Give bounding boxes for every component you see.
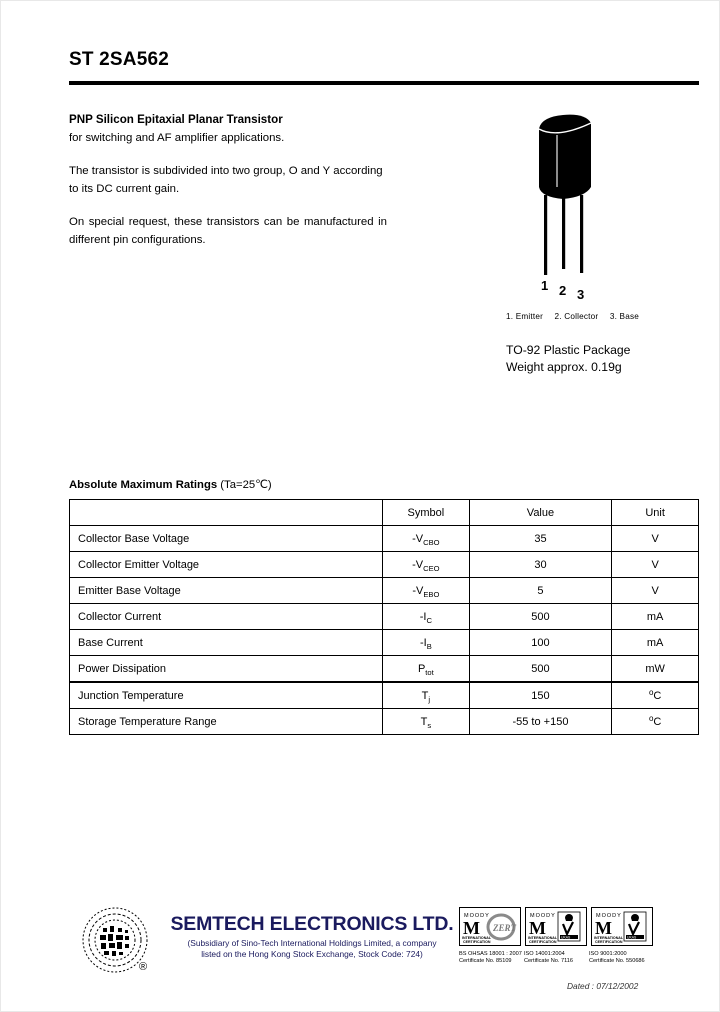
rating-parameter: Base Current bbox=[70, 630, 383, 656]
table-row bbox=[70, 604, 699, 630]
rating-value: 500 bbox=[469, 656, 612, 683]
certification-badge bbox=[591, 907, 653, 946]
company-subtitle-line2: listed on the Hong Kong Stock Exchange, Stock Code: 724) bbox=[201, 949, 423, 959]
rating-value: 35 bbox=[469, 526, 612, 552]
svg-text:1: 1 bbox=[541, 278, 549, 293]
table-row bbox=[70, 526, 699, 552]
description-paragraph-3: On special request, these transistors can be manufactured in different pin configurations. bbox=[69, 216, 387, 246]
certification-caption bbox=[589, 951, 645, 965]
certification-badge bbox=[525, 907, 587, 946]
table-row bbox=[70, 578, 699, 604]
moody-logo-icon bbox=[592, 908, 652, 945]
certification-caption bbox=[524, 951, 573, 965]
moody-logo-icon bbox=[460, 908, 520, 945]
svg-text:3: 3 bbox=[577, 287, 585, 299]
rating-parameter: Emitter Base Voltage bbox=[70, 578, 383, 604]
rating-symbol: $T_s$ bbox=[383, 709, 470, 735]
ratings-caption-condition: (Ta=25℃) bbox=[220, 479, 272, 491]
certification-number: Certificate No. 550686 bbox=[589, 958, 645, 964]
rating-parameter: Junction Temperature bbox=[70, 682, 383, 709]
svg-text:UKAS: UKAS bbox=[561, 935, 571, 940]
rating-value: 100 bbox=[469, 630, 612, 656]
column-header-symbol: Symbol bbox=[383, 500, 470, 526]
document-date: Dated : 07/12/2002 bbox=[567, 981, 639, 991]
rating-unit: mA bbox=[612, 604, 699, 630]
company-subtitle bbox=[167, 938, 457, 960]
rating-parameter: Storage Temperature Range bbox=[70, 709, 383, 735]
pin-legend-1: 1. Emitter bbox=[506, 312, 544, 321]
certification-standard: ISO 14001:2004 bbox=[524, 951, 565, 957]
rating-symbol: $-V_{EBO}$ bbox=[383, 578, 470, 604]
absolute-maximum-ratings-table bbox=[69, 499, 699, 735]
pin-legend-3: 3. Base bbox=[609, 312, 639, 321]
svg-text:®: ® bbox=[139, 961, 148, 973]
rating-symbol: $P_{tot}$ bbox=[383, 656, 470, 683]
to92-icon bbox=[495, 109, 675, 299]
package-weight: Weight approx. 0.19g bbox=[506, 360, 622, 374]
rating-unit: V bbox=[612, 552, 699, 578]
svg-text:ZERT: ZERT bbox=[493, 923, 517, 933]
table-row bbox=[70, 630, 699, 656]
table-row bbox=[70, 552, 699, 578]
description-lead: PNP Silicon Epitaxial Planar Transistor bbox=[69, 113, 283, 126]
rating-value: 150 bbox=[469, 682, 612, 709]
package-name: TO-92 Plastic Package bbox=[506, 343, 631, 357]
svg-text:M: M bbox=[529, 918, 546, 938]
rating-parameter: Collector Emitter Voltage bbox=[70, 552, 383, 578]
svg-text:M: M bbox=[595, 918, 612, 938]
svg-text:MOODY: MOODY bbox=[530, 913, 556, 919]
rating-symbol: $-V_{CBO}$ bbox=[383, 526, 470, 552]
svg-text:M: M bbox=[463, 918, 480, 938]
rating-symbol: $-I_C$ bbox=[383, 604, 470, 630]
package-info bbox=[506, 342, 630, 376]
rating-symbol: $T_j$ bbox=[383, 682, 470, 709]
svg-text:MOODY: MOODY bbox=[464, 913, 490, 919]
ratings-caption bbox=[69, 478, 272, 491]
moody-logo-icon bbox=[526, 908, 586, 945]
svg-text:INTERNATIONAL: INTERNATIONAL bbox=[594, 936, 624, 940]
svg-text:CERTIFICATION: CERTIFICATION bbox=[595, 940, 623, 944]
certification-number: Certificate No. 85109 bbox=[459, 958, 512, 964]
certification-number: Certificate No. 7116 bbox=[524, 958, 574, 964]
table-row bbox=[70, 709, 699, 735]
svg-text:INTERNATIONAL: INTERNATIONAL bbox=[528, 936, 558, 940]
rating-unit: mA bbox=[612, 630, 699, 656]
column-header-value: Value bbox=[469, 500, 612, 526]
company-name: SEMTECH ELECTRONICS LTD. bbox=[170, 913, 454, 935]
rating-value: 5 bbox=[469, 578, 612, 604]
certification-standard: ISO 9001:2000 bbox=[589, 951, 627, 957]
pin-legend-2: 2. Collector bbox=[554, 312, 599, 321]
page-title: ST 2SA562 bbox=[69, 49, 170, 70]
rating-symbol: $-I_B$ bbox=[383, 630, 470, 656]
description-block bbox=[69, 111, 387, 265]
table-header-row bbox=[70, 500, 699, 526]
table-row bbox=[70, 682, 699, 709]
certification-caption bbox=[459, 951, 522, 965]
svg-text:UKAS: UKAS bbox=[627, 935, 637, 940]
column-header-unit: Unit bbox=[612, 500, 699, 526]
semtech-logo-icon bbox=[79, 904, 159, 980]
ratings-caption-bold: Absolute Maximum Ratings bbox=[69, 479, 218, 491]
svg-text:2: 2 bbox=[559, 283, 567, 298]
rating-unit: V bbox=[612, 526, 699, 552]
svg-text:MOODY: MOODY bbox=[596, 913, 622, 919]
rating-unit: V bbox=[612, 578, 699, 604]
rating-unit: mW bbox=[612, 656, 699, 683]
pin-legend bbox=[506, 312, 648, 321]
description-lead-second: for switching and AF amplifier applications. bbox=[69, 131, 285, 144]
table-row bbox=[70, 656, 699, 683]
svg-text:INTERNATIONAL: INTERNATIONAL bbox=[462, 936, 492, 940]
description-lead-paragraph bbox=[69, 111, 387, 147]
rating-value: 30 bbox=[469, 552, 612, 578]
rating-parameter: Collector Current bbox=[70, 604, 383, 630]
rating-value: 500 bbox=[469, 604, 612, 630]
rating-value: -55 to +150 bbox=[469, 709, 612, 735]
rating-symbol: $-V_{CEO}$ bbox=[383, 552, 470, 578]
rating-parameter: Collector Base Voltage bbox=[70, 526, 383, 552]
svg-text:CERTIFICATION: CERTIFICATION bbox=[463, 940, 491, 944]
column-header-parameter bbox=[70, 500, 383, 526]
title-divider bbox=[69, 81, 699, 85]
ratings-table-body bbox=[70, 526, 699, 735]
rating-parameter: Power Dissipation bbox=[70, 656, 383, 683]
rating-unit: $^o$C bbox=[612, 709, 699, 735]
certification-standard: BS OHSAS 18001 : 2007 bbox=[459, 951, 522, 957]
rating-unit: $^o$C bbox=[612, 682, 699, 709]
description-paragraph-2: The transistor is subdivided into two group, O and Y according to its DC current gain. bbox=[69, 165, 383, 195]
certification-badge bbox=[459, 907, 521, 946]
certification-badges bbox=[459, 907, 653, 946]
transistor-package-diagram bbox=[495, 109, 675, 299]
company-block bbox=[167, 913, 457, 960]
company-subtitle-line1: (Subsidiary of Sino-Tech International Holdings Limited, a company bbox=[187, 938, 437, 948]
svg-text:CERTIFICATION: CERTIFICATION bbox=[529, 940, 557, 944]
